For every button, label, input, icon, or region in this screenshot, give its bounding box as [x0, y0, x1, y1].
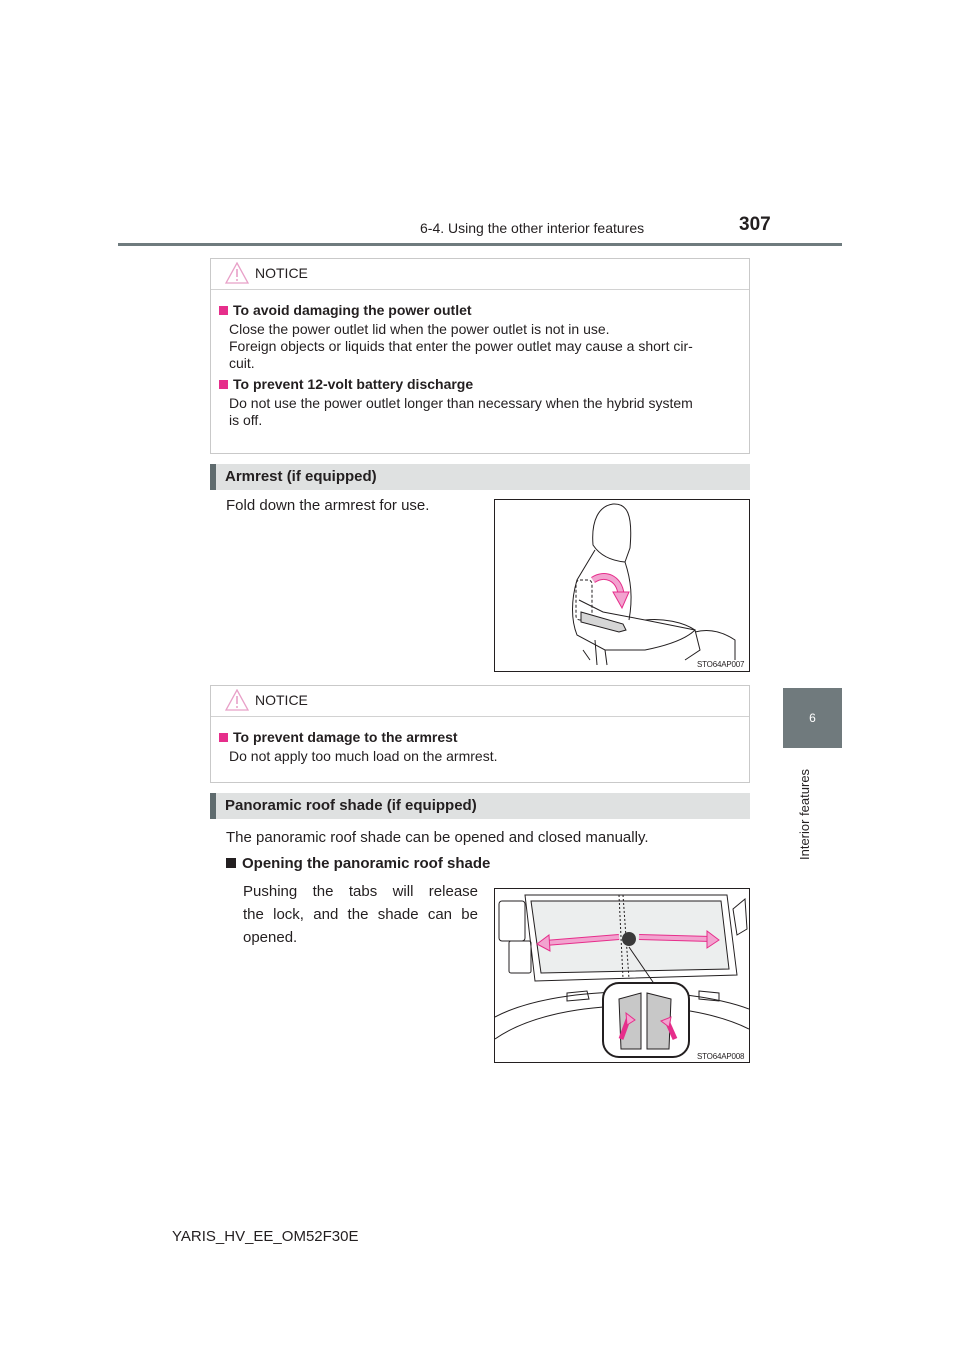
square-bullet-icon: [226, 858, 236, 868]
notice-header: [211, 686, 749, 717]
chapter-number: 6: [809, 711, 816, 725]
armrest-illustration: [495, 500, 749, 671]
notice-item-heading: [219, 302, 749, 318]
chapter-tab: [783, 688, 842, 748]
notice-item-text: [229, 321, 739, 372]
square-bullet-icon: [219, 306, 228, 315]
header-rule: [118, 243, 842, 246]
notice-item-heading-text: To prevent 12-volt battery discharge: [233, 376, 474, 392]
notice-item-heading: [219, 729, 749, 745]
text-line: is off.: [229, 412, 263, 428]
notice-item-heading: [219, 376, 749, 392]
roof-shade-illustration: [495, 889, 749, 1062]
roof-intro-text: The panoramic roof shade can be opened and closed manually.: [226, 829, 649, 846]
text-line: opened.: [243, 929, 298, 946]
text-line: the lock, and the shade can be: [243, 906, 478, 923]
armrest-figure: [494, 499, 750, 672]
section-title: 6-4. Using the other interior features: [420, 220, 645, 236]
roof-subheading: [226, 853, 490, 874]
section-heading-armrest: Armrest (if equipped): [210, 464, 750, 490]
notice-item-heading-text: To prevent damage to the armrest: [233, 729, 458, 745]
roof-shade-figure: [494, 888, 750, 1063]
armrest-text: Fold down the armrest for use.: [226, 497, 430, 514]
document-code: YARIS_HV_EE_OM52F30E: [172, 1228, 359, 1245]
notice-item-text: [229, 748, 739, 765]
figure-code: STO64AP007: [697, 660, 745, 669]
warning-triangle-icon: [225, 689, 249, 711]
notice-item-text: [229, 395, 739, 429]
figure-code: STO64AP008: [697, 1052, 745, 1061]
square-bullet-icon: [219, 733, 228, 742]
notice-item-heading-text: To avoid damaging the power outlet: [233, 302, 472, 318]
notice-box-power-outlet: [210, 258, 750, 454]
roof-instructions: [243, 880, 478, 949]
notice-title: NOTICE: [255, 265, 308, 281]
chapter-label: [797, 760, 813, 860]
page-number: 307: [739, 214, 771, 235]
text-line: Do not apply too much load on the armrest.: [229, 748, 498, 764]
text-line: Do not use the power outlet longer than necessary when the hybrid system: [229, 395, 693, 411]
text-line: Close the power outlet lid when the power outlet is not in use.: [229, 321, 610, 337]
text-line: Pushing the tabs will release: [243, 883, 478, 900]
notice-header: [211, 259, 749, 290]
square-bullet-icon: [219, 380, 228, 389]
roof-subheading-text: Opening the panoramic roof shade: [242, 855, 491, 872]
notice-box-armrest: [210, 685, 750, 783]
notice-title: NOTICE: [255, 692, 308, 708]
text-line: Foreign objects or liquids that enter the power outlet may cause a short cir-: [229, 338, 693, 354]
chapter-label-text: Interior features: [797, 768, 812, 860]
warning-triangle-icon: [225, 262, 249, 284]
text-line: cuit.: [229, 355, 255, 371]
section-heading-roof-shade: Panoramic roof shade (if equipped): [210, 793, 750, 819]
